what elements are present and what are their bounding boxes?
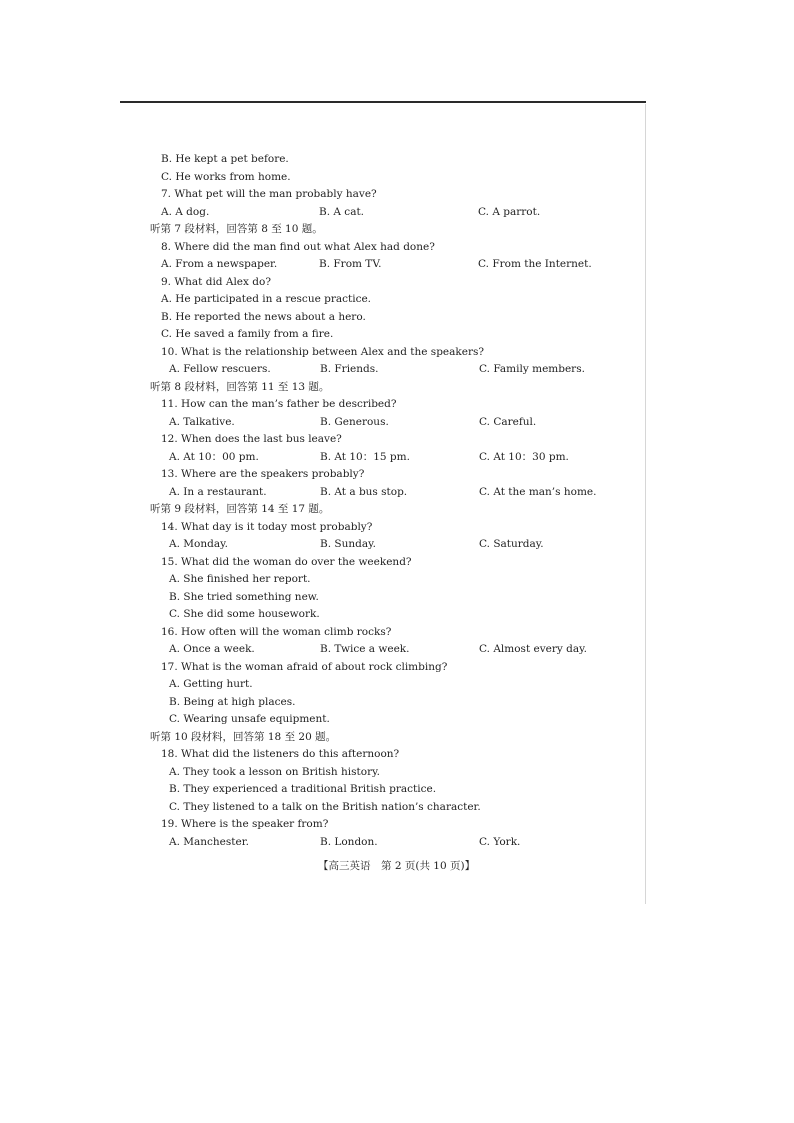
question-line — [0, 659, 794, 677]
option-line — [0, 676, 794, 694]
option-text: B. They experienced a traditional British practice. — [169, 783, 437, 795]
section-instruction — [0, 729, 794, 747]
option-b: B. Generous. — [320, 415, 389, 428]
option-c: C. From the Internet. — [478, 258, 592, 270]
question-list — [0, 151, 794, 851]
options-row — [0, 449, 794, 467]
option-c: C. Family members. — [479, 363, 585, 375]
option-a: A. A dog. — [161, 205, 210, 218]
option-b: B. At a bus stop. — [320, 485, 408, 498]
options-row — [0, 361, 794, 379]
section-text: 听第 8 段材料，回答第 11 至 13 题。 — [150, 380, 330, 393]
option-line — [0, 694, 794, 712]
question-line — [0, 746, 794, 764]
option-a: A. Manchester. — [169, 835, 249, 848]
question-text: 10. What is the relationship between Alex and the speakers? — [161, 345, 485, 358]
option-a: A. Monday. — [169, 538, 228, 550]
question-line — [0, 186, 794, 204]
question-line — [0, 431, 794, 449]
option-c: C. Careful. — [479, 415, 537, 428]
option-c: C. Saturday. — [479, 538, 544, 550]
option-text: C. He works from home. — [161, 170, 291, 183]
question-text: 11. How can the man’s father be described? — [161, 398, 397, 410]
option-b: B. A cat. — [319, 205, 365, 218]
option-c: C. Almost every day. — [479, 643, 588, 655]
question-line — [0, 519, 794, 537]
option-a: A. In a restaurant. — [169, 485, 267, 498]
options-row — [0, 256, 794, 274]
question-line — [0, 239, 794, 257]
option-a: A. Fellow rescuers. — [169, 363, 271, 375]
question-text: 17. What is the woman afraid of about rock climbing? — [161, 660, 448, 673]
option-c: C. At 10：30 pm. — [479, 450, 569, 463]
options-row — [0, 484, 794, 502]
question-text: 16. How often will the woman climb rocks? — [161, 625, 392, 638]
option-text: C. They listened to a talk on the British nation’s character. — [169, 800, 481, 813]
option-text: B. Being at high places. — [169, 695, 296, 708]
question-text: 9. What did Alex do? — [161, 275, 271, 288]
section-text: 听第 9 段材料，回答第 14 至 17 题。 — [150, 503, 330, 515]
question-line — [0, 396, 794, 414]
option-b: B. At 10：15 pm. — [320, 450, 410, 463]
section-text: 听第 10 段材料，回答第 18 至 20 题。 — [150, 730, 337, 743]
section-instruction — [0, 379, 794, 397]
question-line — [0, 466, 794, 484]
option-b: B. London. — [320, 835, 378, 848]
option-c: C. York. — [479, 835, 521, 848]
question-line — [0, 554, 794, 572]
option-b: B. Sunday. — [320, 538, 376, 550]
option-text: B. She tried something new. — [169, 590, 319, 603]
option-line — [0, 606, 794, 624]
question-text: 15. What did the woman do over the weekend? — [161, 555, 412, 568]
option-text: C. Wearing unsafe equipment. — [169, 713, 330, 725]
option-line — [0, 326, 794, 344]
option-b: B. From TV. — [319, 258, 382, 270]
option-text: A. She finished her report. — [169, 573, 311, 585]
options-row — [0, 204, 794, 222]
question-line — [0, 816, 794, 834]
question-text: 19. Where is the speaker from? — [161, 818, 329, 830]
question-text: 13. Where are the speakers probably? — [161, 468, 365, 480]
option-line — [0, 291, 794, 309]
option-text: B. He reported the news about a hero. — [161, 310, 366, 323]
question-text: 18. What did the listeners do this afternoon? — [161, 748, 400, 760]
option-text: C. She did some housework. — [169, 608, 320, 620]
options-row — [0, 834, 794, 852]
option-line — [0, 169, 794, 187]
question-text: 7. What pet will the man probably have? — [161, 188, 377, 200]
option-line — [0, 781, 794, 799]
option-c: C. At the man’s home. — [479, 485, 597, 498]
question-text: 8. Where did the man find out what Alex had done? — [161, 240, 435, 253]
option-line — [0, 589, 794, 607]
option-a: A. From a newspaper. — [161, 258, 278, 270]
option-line — [0, 764, 794, 782]
option-text: A. They took a lesson on British history. — [169, 765, 380, 778]
option-b: B. Friends. — [320, 363, 379, 375]
option-text: B. He kept a pet before. — [161, 153, 289, 165]
option-b: B. Twice a week. — [320, 643, 410, 655]
top-rule — [120, 101, 646, 103]
question-line — [0, 274, 794, 292]
section-instruction — [0, 501, 794, 519]
page-footer: 【高三英语 第 2 页(共 10 页)】 — [318, 860, 476, 872]
option-text: C. He saved a family from a fire. — [161, 328, 334, 340]
section-text: 听第 7 段材料，回答第 8 至 10 题。 — [150, 223, 323, 235]
option-line — [0, 711, 794, 729]
option-text: A. Getting hurt. — [169, 678, 253, 690]
option-a: A. At 10：00 pm. — [169, 450, 259, 463]
option-line — [0, 799, 794, 817]
section-instruction — [0, 221, 794, 239]
option-a: A. Talkative. — [169, 415, 235, 428]
option-a: A. Once a week. — [169, 643, 255, 655]
options-row — [0, 641, 794, 659]
question-line — [0, 344, 794, 362]
question-text: 12. When does the last bus leave? — [161, 433, 342, 445]
question-line — [0, 624, 794, 642]
question-text: 14. What day is it today most probably? — [161, 520, 373, 533]
option-line — [0, 571, 794, 589]
options-row — [0, 414, 794, 432]
option-line — [0, 151, 794, 169]
option-line — [0, 309, 794, 327]
option-c: C. A parrot. — [478, 205, 541, 218]
options-row — [0, 536, 794, 554]
option-text: A. He participated in a rescue practice. — [161, 293, 372, 305]
